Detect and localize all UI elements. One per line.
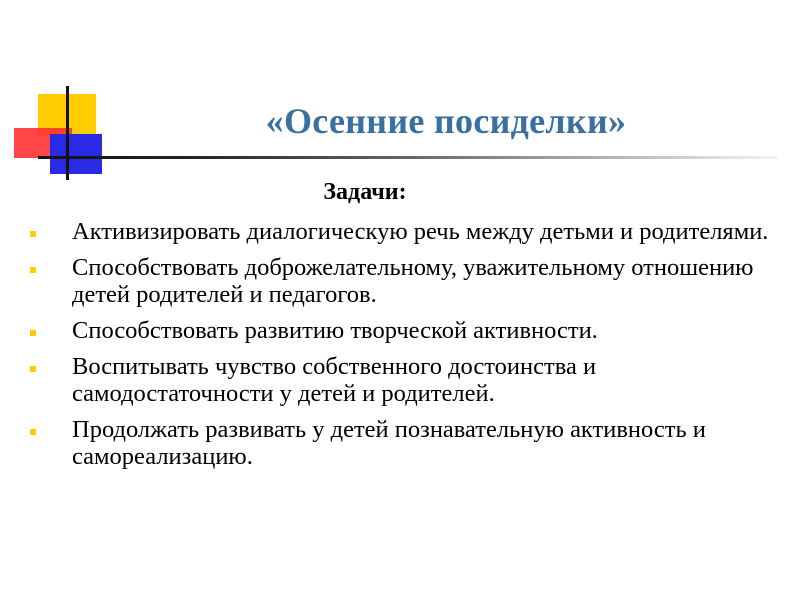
square-bullet-icon	[30, 267, 36, 273]
tasks-heading: Задачи:	[323, 179, 407, 205]
task-text: Продолжать развивать у детей познавательную активность и самореализацию.	[72, 416, 706, 470]
task-text: Воспитывать чувство собственного достоинства и самодостаточности у детей и родителей.	[72, 353, 597, 407]
slide-title: «Осенние посиделки»	[265, 101, 627, 141]
task-item	[30, 317, 790, 344]
tasks-list	[30, 218, 790, 479]
title-underline	[38, 156, 778, 159]
blue-square	[50, 134, 102, 174]
task-item	[30, 218, 790, 245]
task-item	[30, 353, 790, 407]
task-text: Активизировать диалогическую речь между детьми и родителями.	[72, 218, 769, 245]
task-text: Способствовать развитию творческой активности.	[72, 317, 598, 344]
vertical-divider-line	[66, 86, 69, 180]
task-item	[30, 254, 790, 308]
square-bullet-icon	[30, 330, 36, 336]
task-text: Способствовать доброжелательному, уважительному отношению детей родителей и педагогов.	[72, 254, 754, 308]
task-item	[30, 416, 790, 470]
square-bullet-icon	[30, 366, 36, 372]
square-bullet-icon	[30, 231, 36, 237]
decorative-squares-logo	[0, 0, 140, 200]
square-bullet-icon	[30, 429, 36, 435]
